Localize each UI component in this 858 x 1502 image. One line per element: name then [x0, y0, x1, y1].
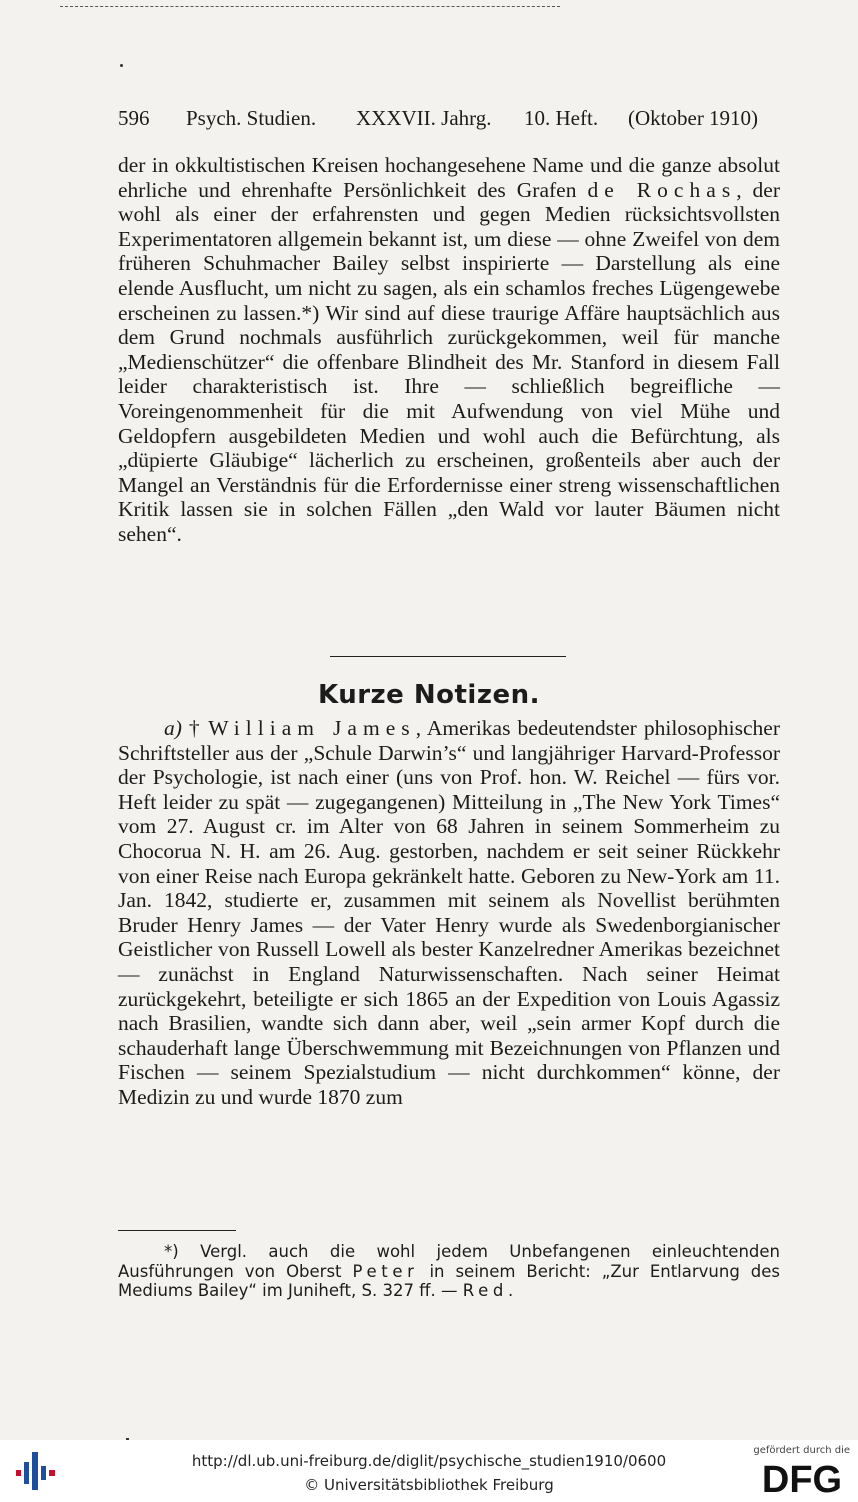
name-peter: Peter — [352, 1261, 419, 1281]
journal-title: Psych. Studien. — [186, 106, 317, 130]
scan-edge-line — [60, 6, 560, 9]
item-label: a) — [164, 716, 182, 740]
section-divider — [330, 656, 566, 657]
paragraph-text: , der wohl als einer der erfahrensten und gegen Medien rücksichtsvollsten Experimentatoren allgemein bekannt ist, um diese — ohne Zweifel von dem früheren Schuhmacher Bailey selbst inspirierte — Darstellung als eine elende Ausflucht, um nicht zu sagen, als ein schamlos freches Lügengewebe erscheinen zu lassen.*) Wir sind auf diese traurige Affäre hauptsächlich aus dem Grund nochmals ausführlich zurückgekommen, weil für manche „Medienschützer“ die offenbare Blindheit des Mr. Stanford in diesem Fall leider charakteristisch ist. Ihre — schließlich begreifliche — Voreingenommenheit für die mit Aufwendung von viel Mühe und Geldopfern ausgebildeten Medien und wohl auch die Befürchtung, als „düpierte Gläubige“ lächerlich zu erscheinen, großenteils aber auch der Mangel an Verständnis für die Erfordernisse einer streng wissenschaftlichen Kritik lassen sie in solchen Fällen „den Wald vor lauter Bäumen nicht sehen“. — [118, 177, 781, 546]
dfg-logo-icon — [756, 1458, 848, 1498]
paragraph-text: , Amerikas bedeutendster philosophischer Schriftsteller aus der „Schule Darwin’s“ und langjähriger Harvard-Professor der Psychologie, ist nach einer (uns von Prof. hon. W. Reichel — fürs vor. Heft leider zu spät — zugegangenen) Mitteilung in „The New York Times“ vom 27. August cr. im Alter von 68 Jahren in seinem Sommerheim zu Chocorua N. H. am 26. Aug. gestorben, nachdem er seit seiner Rückkehr von einer Reise nach Europa gekränkelt hatte. Geboren zu New-York am 11. Jan. 1842, studierte er, zusammen mit seinem als Novellist berühmten Bruder Henry James — der Vater Henry wurde als Swedenborgianischer Geistlicher von Russell Lowell als bester Kanzelredner Amerikas bezeichnet — zunächst in England Naturwissenschaften. Nach seiner Heimat zurückgekehrt, beteiligte er sich 1865 an der Expedition von Louis Agassiz nach Brasilien, wandte sich dann aber, weil „sein armer Kopf durch die schauderhaft lange Überschwemmung mit Bezeichnungen von Pflanzen und Fischen — seinem Spezialstudium — nicht durchkommen“ könne, der Medizin zu und wurde 1870 zum — [118, 716, 780, 1109]
funding-caption: gefördert durch die — [753, 1445, 850, 1456]
name-de-rochas: de Rochas — [587, 177, 737, 202]
source-url-link[interactable]: http://dl.ub.uni-freiburg.de/diglit/psychische_studien1910/0600 — [191, 1452, 667, 1470]
footnote — [118, 1242, 780, 1301]
section-heading: Kurze Notizen. — [318, 680, 540, 710]
scan-speck — [120, 64, 123, 67]
name-william-james: William James — [208, 716, 416, 740]
footnote-text: *) Vergl. auch die wohl jedem Unbefangenen einleuchtenden Ausführungen von Oberst — [118, 1242, 780, 1281]
copyright-notice: © Universitätsbibliothek Freiburg — [304, 1476, 554, 1494]
digitization-footer — [0, 1440, 858, 1502]
issue-label: 10. Heft. — [524, 106, 599, 130]
dagger-symbol: † — [188, 716, 202, 740]
page-number: 596 — [118, 106, 150, 130]
footnote-rule — [118, 1230, 236, 1231]
notice-paragraph — [118, 716, 780, 1110]
paragraph-text: der in okkultistischen Kreisen hochangesehene Name und die ganze absolut ehrliche und ehrenhafte Persönlichkeit des Grafen — [118, 153, 780, 202]
volume-label: XXXVII. Jahrg. — [356, 106, 492, 130]
continuation-paragraph — [118, 153, 780, 547]
issue-date: (Oktober 1910) — [628, 106, 759, 130]
footnote-text: in seinem Bericht: „Zur Entlarvung des Mediums Bailey“ im Juniheft, S. 327 ff. — — [118, 1261, 780, 1300]
editor-mark: Red. — [462, 1281, 518, 1300]
dfg-logo-text: DFG — [761, 1459, 843, 1498]
